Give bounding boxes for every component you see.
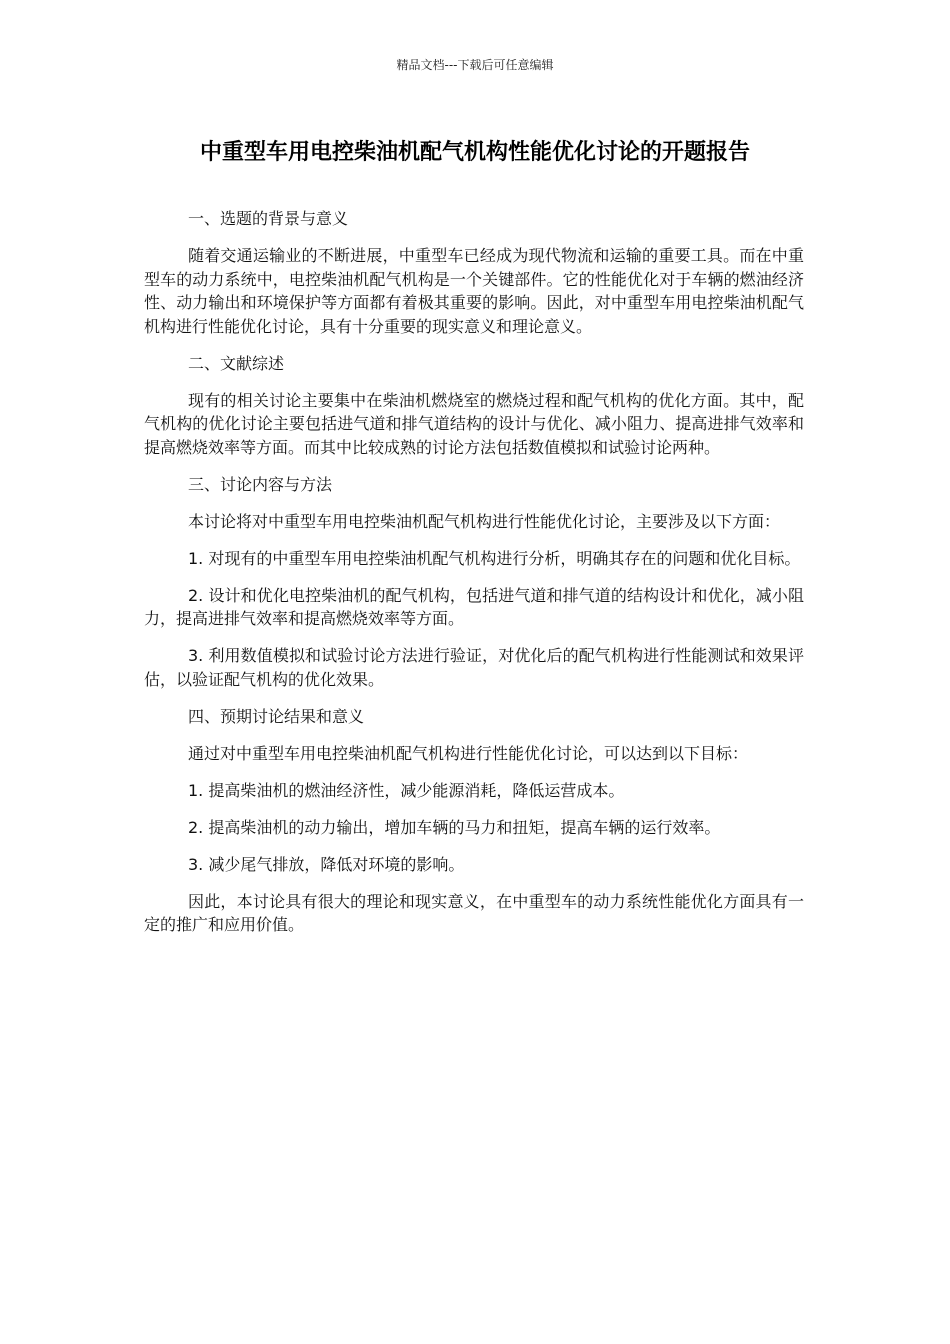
paragraph-expected-intro: 通过对中重型车用电控柴油机配气机构进行性能优化讨论，可以达到以下目标： [188, 743, 749, 763]
section-heading-methods: 三、讨论内容与方法 [188, 474, 333, 494]
paragraph-methods-intro: 本讨论将对中重型车用电控柴油机配气机构进行性能优化讨论，主要涉及以下方面： [188, 511, 781, 531]
section-heading-literature: 二、文献综述 [188, 353, 285, 373]
document-title: 中重型车用电控柴油机配气机构性能优化讨论的开题报告 [199, 140, 750, 165]
list-item-method-1: 1. 对现有的中重型车用电控柴油机配气机构进行分析，明确其存在的问题和优化目标。 [188, 548, 801, 568]
paragraph-conclusion: 因此，本讨论具有很大的理论和现实意义，在中重型车的动力系统性能优化方面具有一定的推广和应用价值。 [144, 891, 804, 934]
page-header: 精品文档---下载后可任意编辑 [396, 58, 554, 72]
paragraph-background: 随着交通运输业的不断进展，中重型车已经成为现代物流和运输的重要工具。而在中重型车的动力系统中，电控柴油机配气机构是一个关键部件。它的性能优化对于车辆的燃油经济性、动力输出和环境保护等方面都有着极其重要的影响。因此，对中重型车用电控柴油机配气机构进行性能优化讨论，具有十分重要的现实意义和理论意义。 [144, 246, 804, 336]
list-item-goal-2: 2. 提高柴油机的动力输出，增加车辆的马力和扭矩，提高车辆的运行效率。 [188, 817, 721, 837]
list-item-method-2: 2. 设计和优化电控柴油机的配气机构，包括进气道和排气道的结构设计和优化，减小阻力，提高进排气效率和提高燃烧效率等方面。 [144, 585, 804, 628]
document-body [144, 207, 804, 950]
list-item-method-3: 3. 利用数值模拟和试验讨论方法进行验证，对优化后的配气机构进行性能测试和效果评估，以验证配气机构的优化效果。 [144, 646, 804, 689]
paragraph-literature: 现有的相关讨论主要集中在柴油机燃烧室的燃烧过程和配气机构的优化方面。其中，配气机构的优化讨论主要包括进气道和排气道结构的设计与优化、减小阻力、提高进排气效率和提高燃烧效率等方面。而其中比较成熟的讨论方法包括数值模拟和试验讨论两种。 [144, 390, 804, 457]
section-heading-background: 一、选题的背景与意义 [188, 209, 349, 228]
list-item-goal-3: 3. 减少尾气排放，降低对环境的影响。 [188, 854, 465, 874]
list-item-goal-1: 1. 提高柴油机的燃油经济性，减少能源消耗，降低运营成本。 [188, 780, 625, 800]
section-heading-expected: 四、预期讨论结果和意义 [188, 706, 365, 726]
